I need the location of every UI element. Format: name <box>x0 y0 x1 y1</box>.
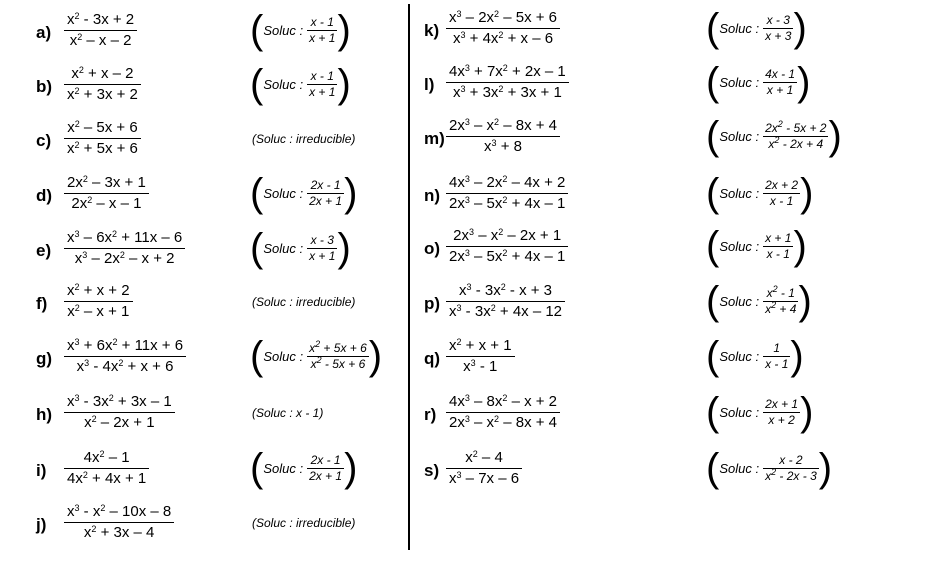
exercise-fraction <box>64 66 141 103</box>
fraction-bar <box>64 248 185 249</box>
solution-fraction <box>250 448 357 488</box>
solution-fraction-body <box>307 234 337 263</box>
exercise-label: p) <box>424 294 441 313</box>
solution-fraction <box>250 173 357 213</box>
left-paren: ( <box>250 226 264 270</box>
fraction-denominator: $2x^3 - x^2 - 8x + 4$ <box>449 414 558 432</box>
right-paren: ) <box>793 6 807 50</box>
left-paren: ( <box>250 171 264 215</box>
right-paren: ) <box>337 226 351 270</box>
fraction-bar <box>446 193 568 194</box>
fraction-numerator: $4x^3 + 7x^2 + 2x - 1$ <box>449 63 566 80</box>
fraction-denominator: $x^3 + 8$ <box>484 138 522 156</box>
solution-numerator: 2x - 1 <box>310 177 341 192</box>
solution-text: (Soluc : x - 1) <box>252 406 324 420</box>
left-paren: ( <box>250 62 264 106</box>
left-paren: ( <box>706 60 720 104</box>
exercise-label: s) <box>424 461 440 480</box>
right-paren: ) <box>793 224 807 268</box>
fraction-denominator: $x^2$ – x – 2 <box>69 32 132 50</box>
exercise-label: h) <box>36 405 53 424</box>
exercise-fraction <box>64 394 175 431</box>
solution-numerator: x - 3 <box>310 232 334 247</box>
exercise-label: r) <box>424 405 437 424</box>
fraction-denominator: $2x^3 - 5x^2 + 4x - 1$ <box>449 248 566 266</box>
solution-fraction <box>250 336 382 376</box>
fraction-denominator: $x^3 - 4x^2 + x + 6$ <box>76 358 174 376</box>
solution-text: (Soluc : irreducible) <box>252 295 356 309</box>
solution-denominator: $x^2 - 5x + 6$ <box>310 354 366 371</box>
solution-fraction <box>706 116 842 156</box>
fraction-bar <box>446 136 560 137</box>
exercise-fraction <box>446 64 569 101</box>
solution-fraction-body <box>763 14 793 43</box>
left-paren: ( <box>706 390 720 434</box>
exercise-fraction <box>64 175 149 212</box>
solution-numerator: 2x + 1 <box>765 396 799 411</box>
solution-fraction-body <box>763 454 819 483</box>
right-paren: ) <box>337 62 351 106</box>
exercise-fraction <box>446 10 560 47</box>
solution-fraction-body <box>307 338 369 371</box>
right-paren: ) <box>818 446 833 490</box>
left-paren: ( <box>250 8 264 52</box>
solution-numerator: x - 2 <box>779 452 803 467</box>
exercise-label: q) <box>424 349 441 368</box>
solution-word: Soluc : <box>719 460 760 476</box>
exercise-label: g) <box>36 349 53 368</box>
left-paren: ( <box>706 171 720 215</box>
fraction-numerator: $x^2 + x + 1$ <box>449 337 512 354</box>
fraction-numerator: $4x^3 - 8x^2 - x + 2$ <box>449 393 558 410</box>
exercise-label: j) <box>36 515 47 534</box>
solution-word: Soluc : <box>263 240 304 256</box>
fraction-numerator: $x^2 + x + 2$ <box>67 282 130 299</box>
fraction-denominator: $x^3 - 3x^2 + 4x - 12$ <box>449 303 563 321</box>
fraction-bar <box>64 30 137 31</box>
right-paren: ) <box>368 334 383 378</box>
solution-numerator: 4x - 1 <box>765 66 796 81</box>
fraction-bar <box>446 468 522 469</box>
fraction-numerator: $x^2 - 5x + 6$ <box>67 119 138 136</box>
exercise-fraction <box>446 450 522 487</box>
fraction-denominator: $x^2 - 2x + 1$ <box>84 414 155 432</box>
fraction-numerator: $x^3 - 3x^2 - x + 3$ <box>459 282 553 299</box>
solution-word: Soluc : <box>263 22 304 38</box>
exercise-label: e) <box>36 241 52 260</box>
fraction-denominator: $x^2 + 5x + 6$ <box>67 140 138 158</box>
solution-fraction <box>706 448 832 488</box>
solution-numerator: 2x + 2 <box>765 177 799 192</box>
solution-fraction <box>706 62 810 102</box>
solution-denominator: x - 1 <box>769 193 794 208</box>
left-paren: ( <box>250 334 264 378</box>
solution-denominator: $x^2 + 4$ <box>765 299 797 316</box>
fraction-denominator: $x^3 + 4x^2 + x - 6$ <box>452 30 554 48</box>
solution-numerator: $x^2 + 5x + 6$ <box>309 338 367 355</box>
solution-denominator: 2x + 1 <box>309 468 343 483</box>
right-paren: ) <box>800 390 814 434</box>
solution-fraction <box>250 64 351 104</box>
exercise-label: m) <box>424 129 445 148</box>
solution-word: Soluc : <box>719 185 760 201</box>
solution-text: (Soluc : irreducible) <box>252 132 356 146</box>
fraction-numerator: $2x^2 - 3x + 1$ <box>67 174 146 191</box>
fraction-numerator: $2x^3 - x^2 - 2x + 1$ <box>453 227 562 244</box>
fraction-bar <box>64 356 186 357</box>
solution-numerator: $x^2 - 1$ <box>766 283 795 300</box>
fraction-numerator: $x^2 - 3x + 2$ <box>67 11 135 28</box>
fraction-denominator: $x^2 - x + 1$ <box>67 303 130 321</box>
solution-numerator: 2x - 1 <box>310 452 341 467</box>
solution-fraction-body <box>307 454 344 483</box>
exercise-fraction <box>64 283 133 320</box>
left-paren: ( <box>706 446 720 490</box>
fraction-numerator: $x^2 + x - 2$ <box>71 65 134 82</box>
fraction-bar <box>64 468 149 469</box>
solution-denominator: x + 2 <box>768 412 795 427</box>
left-paren: ( <box>706 334 720 378</box>
exercise-fraction <box>64 120 141 157</box>
fraction-denominator: $4x^2 + 4x + 1$ <box>67 470 147 488</box>
solution-numerator: $2x^2 - 5x + 2$ <box>765 118 827 135</box>
exercise-label: b) <box>36 77 53 96</box>
fraction-bar <box>64 301 133 302</box>
fraction-bar <box>64 522 174 523</box>
solution-numerator: x - 1 <box>310 14 334 29</box>
solution-fraction-body <box>763 398 800 427</box>
solution-word: Soluc : <box>263 348 304 364</box>
fraction-denominator: $x^3 - 2x^2 - x + 2$ <box>74 250 175 268</box>
fraction-denominator: $x^3 - 7x - 6$ <box>449 470 520 488</box>
solution-fraction <box>706 226 807 266</box>
left-paren: ( <box>706 114 720 158</box>
fraction-denominator: $x^3 + 3x^2 + 3x + 1$ <box>452 84 562 102</box>
left-paren: ( <box>706 6 720 50</box>
solution-denominator: x + 1 <box>309 30 336 45</box>
fraction-bar <box>446 82 569 83</box>
solution-numerator: 1 <box>773 340 781 355</box>
fraction-denominator: $2x^3 - 5x^2 + 4x - 1$ <box>449 195 566 213</box>
fraction-bar <box>446 28 560 29</box>
solution-fraction-body <box>763 232 793 261</box>
solution-fraction <box>706 336 804 376</box>
right-paren: ) <box>800 171 814 215</box>
left-paren: ( <box>706 279 720 323</box>
fraction-numerator: $2x^3 - x^2 - 8x + 4$ <box>449 117 558 134</box>
fraction-denominator: $2x^2$ – x – 1 <box>71 195 142 213</box>
solution-fraction-body <box>763 179 800 208</box>
exercise-label: k) <box>424 21 440 40</box>
fraction-numerator: $x^3 - 2x^2 - 5x + 6$ <box>449 9 558 26</box>
solution-fraction-body <box>763 342 790 371</box>
left-paren: ( <box>706 224 720 268</box>
exercise-fraction <box>64 338 186 375</box>
solution-fraction-body <box>307 16 337 45</box>
solution-fraction-body <box>307 179 344 208</box>
fraction-bar <box>446 412 560 413</box>
fraction-numerator: $x^2 - 4$ <box>465 449 503 466</box>
column-divider <box>408 4 410 550</box>
fraction-denominator: $x^3 - 1$ <box>463 358 498 376</box>
solution-fraction-body <box>307 70 337 99</box>
exercise-label: c) <box>36 131 52 150</box>
solution-fraction-body <box>763 68 797 97</box>
solution-word: Soluc : <box>719 293 760 309</box>
solution-fraction <box>706 173 813 213</box>
solution-fraction-body <box>763 283 798 316</box>
solution-denominator: x - 1 <box>765 356 789 371</box>
solution-denominator: $x^2 - 2x - 3$ <box>765 466 817 483</box>
exercise-fraction <box>64 230 185 267</box>
solution-numerator: x + 1 <box>765 230 792 245</box>
fraction-denominator: $x^2 + 3x - 4$ <box>83 524 155 542</box>
right-paren: ) <box>344 446 358 490</box>
exercise-fraction <box>64 450 149 487</box>
solution-word: Soluc : <box>263 185 304 201</box>
right-paren: ) <box>828 114 842 158</box>
right-paren: ) <box>344 171 358 215</box>
solution-word: Soluc : <box>719 20 760 36</box>
exercise-fraction <box>64 12 137 49</box>
exercise-fraction <box>446 338 515 375</box>
left-paren: ( <box>250 446 264 490</box>
fraction-bar <box>64 412 175 413</box>
fraction-denominator: $x^2 + 3x + 2$ <box>67 86 138 104</box>
fraction-bar <box>446 356 515 357</box>
solution-denominator: x + 3 <box>765 28 792 43</box>
solution-denominator: x + 1 <box>309 84 336 99</box>
exercise-fraction <box>446 283 565 320</box>
fraction-numerator: $4x^3 - 2x^2 - 4x + 2$ <box>449 174 566 191</box>
solution-fraction-body <box>763 118 828 151</box>
right-paren: ) <box>797 60 811 104</box>
solution-word: Soluc : <box>719 238 760 254</box>
solution-numerator: x - 3 <box>766 12 790 27</box>
fraction-numerator: $x^3 - 3x^2 + 3x - 1$ <box>67 393 172 410</box>
solution-text: (Soluc : irreducible) <box>252 516 356 530</box>
exercise-label: a) <box>36 23 52 42</box>
exercise-label: f) <box>36 294 48 313</box>
exercise-label: i) <box>36 461 47 480</box>
fraction-numerator: $4x^2 - 1$ <box>83 449 130 466</box>
fraction-bar <box>446 246 568 247</box>
solution-word: Soluc : <box>719 348 760 364</box>
fraction-numerator: $x^3 - 6x^2 + 11x - 6$ <box>67 229 183 246</box>
exercise-label: o) <box>424 239 441 258</box>
exercise-fraction <box>446 394 560 431</box>
solution-word: Soluc : <box>263 460 304 476</box>
solution-fraction <box>706 8 807 48</box>
solution-denominator: x + 1 <box>766 82 794 97</box>
solution-word: Soluc : <box>719 74 760 90</box>
solution-fraction <box>250 228 351 268</box>
exercise-label: d) <box>36 186 53 205</box>
exercise-label: l) <box>424 75 435 94</box>
fraction-bar <box>64 138 141 139</box>
exercise-fraction <box>446 118 560 155</box>
exercise-label: n) <box>424 186 441 205</box>
solution-denominator: $x^2 - 2x + 4$ <box>768 134 824 151</box>
solution-denominator: x + 1 <box>309 248 336 263</box>
solution-denominator: x - 1 <box>766 246 790 261</box>
right-paren: ) <box>798 279 812 323</box>
solution-fraction <box>250 10 351 50</box>
solution-fraction <box>706 392 813 432</box>
exercise-fraction <box>446 228 568 265</box>
exercise-fraction <box>64 504 174 541</box>
fraction-numerator: $x^3 - x^2 - 10x - 8$ <box>67 503 172 520</box>
solution-denominator: 2x + 1 <box>309 193 343 208</box>
solution-word: Soluc : <box>719 404 760 420</box>
solution-numerator: x - 1 <box>310 68 334 83</box>
fraction-bar <box>446 301 565 302</box>
right-paren: ) <box>337 8 351 52</box>
right-paren: ) <box>790 334 804 378</box>
fraction-numerator: $x^3 + 6x^2 + 11x + 6$ <box>67 337 184 354</box>
solution-word: Soluc : <box>263 76 304 92</box>
exercise-fraction <box>446 175 568 212</box>
solution-fraction <box>706 281 812 321</box>
fraction-bar <box>64 84 141 85</box>
solution-word: Soluc : <box>719 128 760 144</box>
fraction-bar <box>64 193 149 194</box>
